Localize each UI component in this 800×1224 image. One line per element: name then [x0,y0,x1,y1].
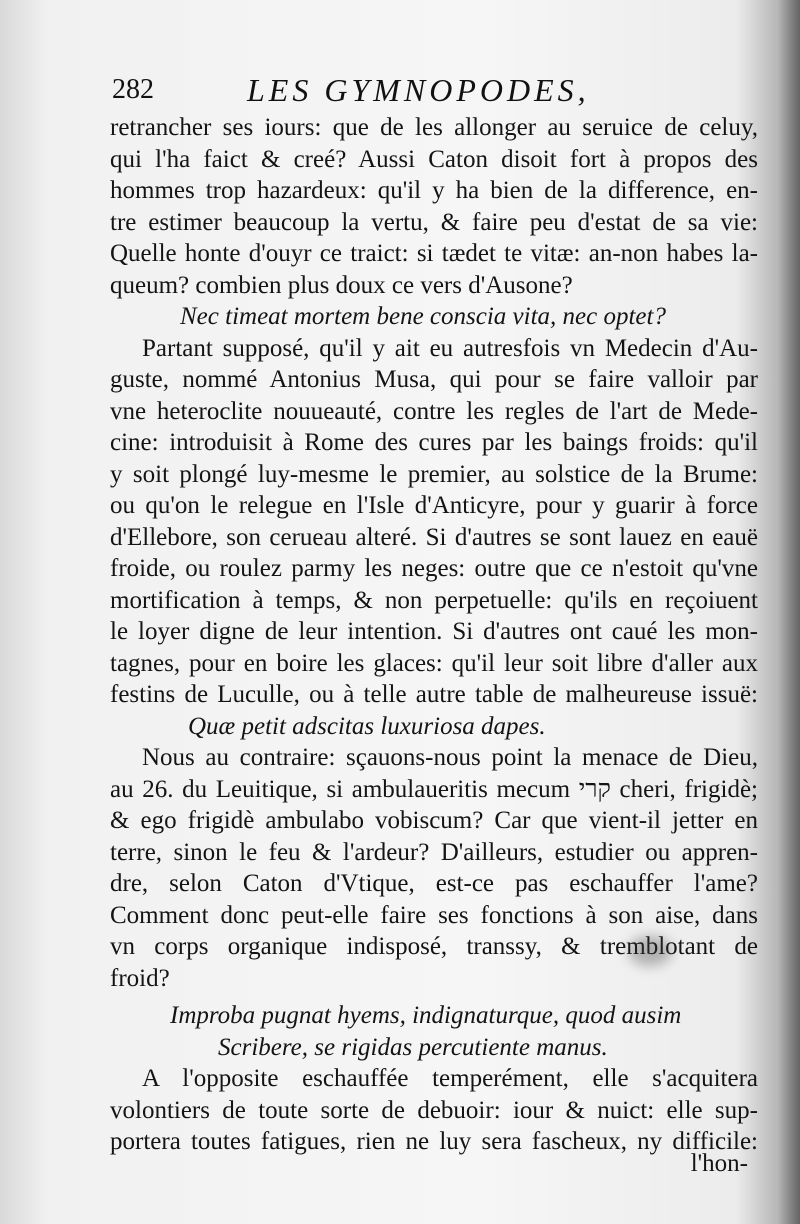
text-line: retrancher ses iours: que de les allonger au seruice de celuy, [110,114,758,141]
binding-shadow [778,0,800,1224]
text-line: Comment donc peut-elle faire ses fonctions à son aise, dans [110,901,758,929]
verse-line: Scribere, se rigidas percutiente manus. [218,1033,608,1061]
text-line: y soit plongé luy-mesme le premier, au solstice de la Brume: [110,460,758,488]
text-line: le loyer digne de leur intention. Si d'autres ont caué les mon- [110,618,758,645]
text-line: d'Ellebore, son cerueau alteré. Si d'autres se sont lauez en eauë [110,523,758,551]
text-line: Nous au contraire: sçauons-nous point la menace de Dieu, [142,744,758,771]
text-line: vne heteroclite nouueauté, contre les regles de l'art de Mede- [110,397,758,425]
text-line: festins de Luculle, ou à telle autre table de malheureuse issuë: [110,681,758,708]
text-line: hommes trop hazardeux: qu'il y ha bien de la difference, en- [110,177,758,204]
ink-smudge [628,936,672,966]
text-line: froide, ou roulez parmy les neges: outre que ce n'estoit qu'vne [110,555,758,582]
verse-line: Quæ petit adscitas luxuriosa dapes. [188,712,546,740]
verse-line: Nec timeat mortem bene conscia vita, nec optet? [180,303,666,330]
text-line: A l'opposite eschauffée temperément, elle s'acquitera [142,1065,758,1092]
text-line: portera toutes fatigues, rien ne luy sera fascheux, ny difficile: [110,1128,758,1155]
text-line: tre estimer beaucoup la vertu, & faire peu d'estat de sa vie: [110,208,758,236]
text-line: queum? combien plus doux ce vers d'Ausone? [110,271,573,299]
running-title: LES GYMNOPODES, [247,72,590,108]
text-line: terre, sinon le feu & l'ardeur? D'ailleurs, estudier ou appren- [110,838,758,866]
text-line: & ego frigidè ambulabo vobiscum? Car que vient-il jetter en [110,807,758,834]
text-line: mortification à temps, & non perpetuelle: qu'ils en reçoiuent [110,586,758,614]
page-number: 282 [112,74,154,105]
text-line: Partant supposé, qu'il y ait eu autresfois vn Medecin d'Au- [142,334,758,362]
catchword: l'hon- [690,1150,748,1177]
text-line: Quelle honte d'ouyr ce traict: si tædet te vitæ: an-non habes la- [110,240,758,267]
text-line: guste, nommé Antonius Musa, qui pour se faire valloir par [110,366,758,393]
text-line: tagnes, pour en boire les glaces: qu'il leur soit libre d'aller aux [110,649,758,677]
text-line: au 26. du Leuitique, si ambulaueritis mecum קרי cheri, frigidè; [110,775,758,803]
page-header [112,72,752,112]
text-line: qui l'ha faict & creé? Aussi Caton disoit fort à propos des [110,145,758,173]
text-line: cine: introduisit à Rome des cures par les baings froids: qu'il [110,429,758,456]
text-line: ou qu'on le relegue en l'Isle d'Anticyre, pour y guarir à force [110,492,758,519]
text-line: dre, selon Caton d'Vtique, est-ce pas eschauffer l'ame? [110,870,758,897]
body-text [110,112,758,1158]
text-line: froid? [110,964,170,992]
verse-line: Improba pugnat hyems, indignaturque, quod ausim [170,1002,682,1029]
text-line: vn corps organique indisposé, transsy, & tremblotant de [110,933,758,960]
text-line: volontiers de toute sorte de debuoir: iour & nuict: elle sup- [110,1096,758,1124]
